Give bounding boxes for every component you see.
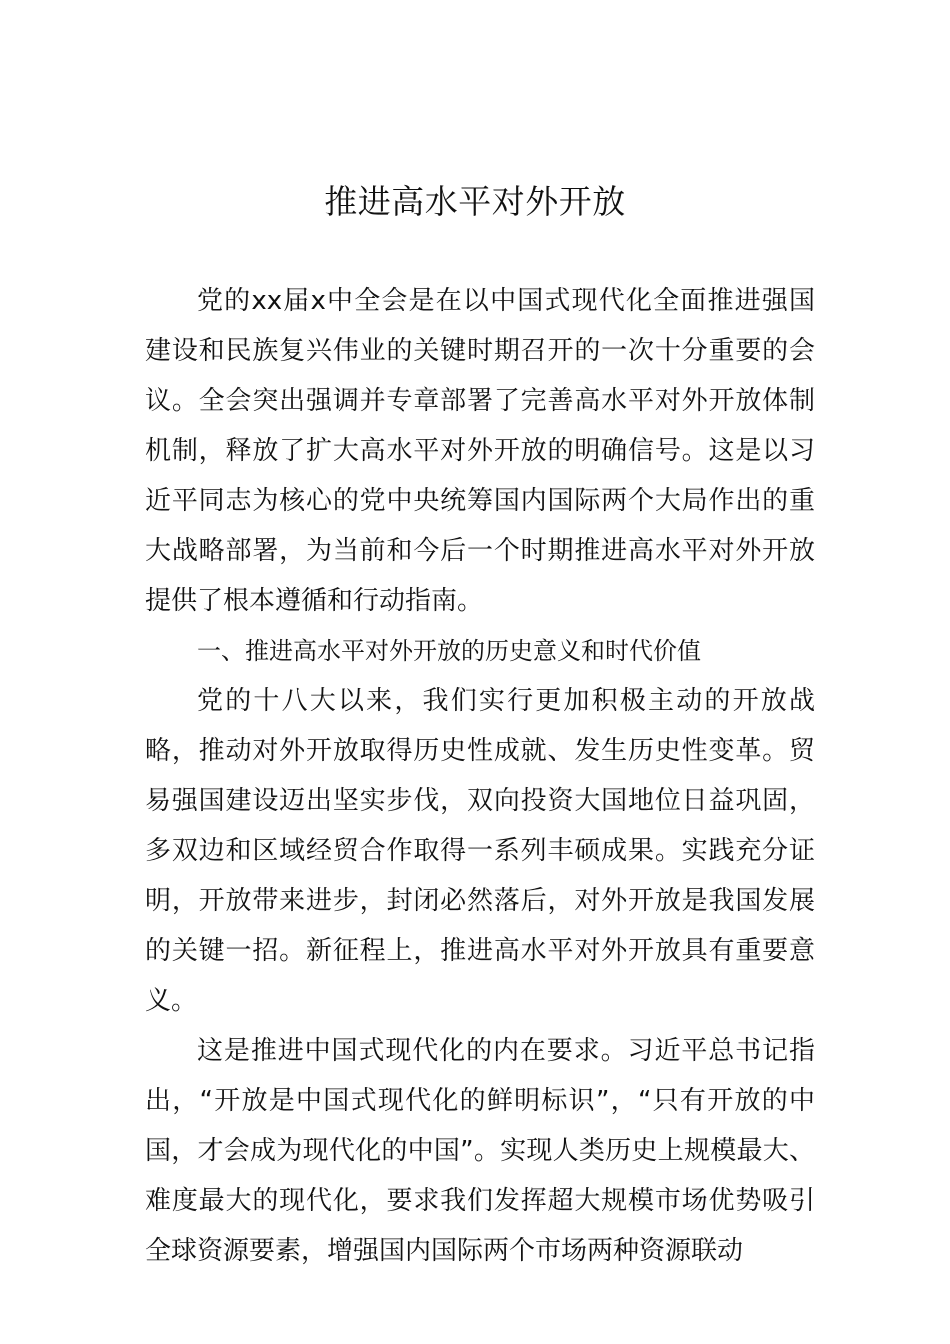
document-title: 推进高水平对外开放 — [324, 182, 626, 221]
paragraph-achievements: 党的十八大以来，我们实行更加积极主动的开放战略，推动对外开放取得历史性成就、发生历史性变革。贸易强国建设迈出坚实步伐，双向投资大国地位日益巩固，多双边和区域经贸合作取得一系列丰硕成果。实践充分证明，开放带来进步，封闭必然落后，对外开放是我国发展的关键一招。新征程上，推进高水平对外开放具有重要意义。 — [145, 686, 815, 1016]
paragraph-modernization: 这是推进中国式现代化的内在要求。习近平总书记指出，“开放是中国式现代化的鲜明标识”，“只有开放的中国，才会成为现代化的中国”。实现人类历史上规模最大、难度最大的现代化，要求我们发挥超大规模市场优势吸引全球资源要素，增强国内国际两个市场两种资源联动 — [145, 1036, 815, 1266]
document-body — [145, 276, 815, 1276]
section-heading-1: 一、推进高水平对外开放的历史意义和时代价值 — [197, 637, 701, 665]
paragraph-intro: 党的xx届x中全会是在以中国式现代化全面推进强国建设和民族复兴伟业的关键时期召开的一次十分重要的会议。全会突出强调并专章部署了完善高水平对外开放体制机制，释放了扩大高水平对外开放的明确信号。这是以习近平同志为核心的党中央统筹国内国际两个大局作出的重大战略部署，为当前和今后一个时期推进高水平对外开放提供了根本遵循和行动指南。 — [145, 286, 815, 616]
